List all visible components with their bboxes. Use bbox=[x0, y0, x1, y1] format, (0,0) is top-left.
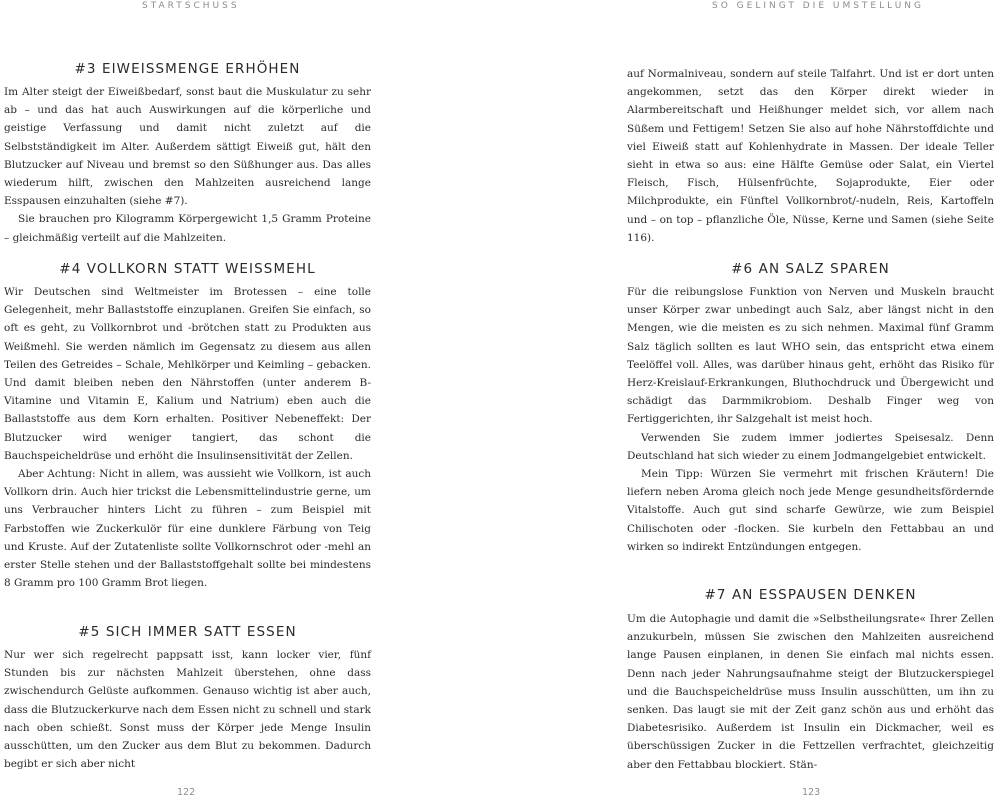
section-heading-3: #3 EIWEISSMENGE ERHÖHEN bbox=[74, 61, 301, 77]
section-body-3 bbox=[4, 83, 371, 247]
paragraph: Sie brauchen pro Kilogramm Körpergewicht 1,5 Gramm Proteine – gleichmäßig verteilt auf die Mahlzeiten. bbox=[4, 213, 371, 244]
page-number-right: 123 bbox=[802, 787, 821, 798]
section-body-5 bbox=[4, 646, 371, 773]
paragraph: Verwenden Sie zudem immer jodiertes Speisesalz. Denn Deutschland hat sich wieder zu einem Jodmangelgebiet entwickelt. bbox=[627, 431, 994, 462]
paragraph: Um die Autophagie und damit die »Selbstheilungsrate« Ihrer Zellen anzukurbeln, müssen Sie zwischen den Mahlzeiten ausreichend lange Pausen einplanen, in denen Sie einfach mal nichts essen. Denn nach jeder Nahrungsaufnahme steigt der Blutzuckerspiegel und die Bauchspeicheldrüse muss Insulin ausschütten, um ihn zu senken. Das laugt sie mit der Zeit ganz schön aus und erhöht das Diabetesrisiko. Außerdem ist Insulin ein Dickmacher, weil es überschüssigen Zucker in die Fettzellen verfrachtet, gleichzeitig aber den Fettabbau blockiert. Stän- bbox=[627, 613, 994, 771]
paragraph: Mein Tipp: Würzen Sie vermehrt mit frischen Kräutern! Die liefern neben Aroma gleich noch jede Menge gesundheitsfördernde Vitalstoffe. Auch gut sind scharfe Gewürze, wie zum Beispiel Chilischoten oder -flocken. Sie kurbeln den Fettabbau an und wirken so indirekt Entzündungen entgegen. bbox=[627, 468, 994, 553]
paragraph: Im Alter steigt der Eiweißbedarf, sonst baut die Muskulatur zu sehr ab – und das hat auch Auswirkungen auf die körperliche und geistige Verfassung und damit nicht zuletzt auf die Selbstständigkeit im Alter. Außerdem sättigt Eiweiß gut, hält den Blutzucker auf Niveau und bremst so den Süßhunger aus. Das alles wiederum hilft, zwischen den Mahlzeiten ausreichend lange Esspausen einzuhalten (siehe #7). bbox=[4, 86, 371, 208]
paragraph: Wir Deutschen sind Weltmeister im Brotessen – eine tolle Gelegenheit, mehr Ballaststoffe einzuplanen. Greifen Sie einfach, so oft es geht, zu Vollkornbrot und -brötchen statt zu Produkten aus Weißmehl. Sie werden nämlich im Gegensatz zu diesem aus allen Teilen des Getreides – Schale, Mehlkörper und Keimling – gebacken. Und damit bleiben neben den Nährstoffen (unter anderem B-Vitamine und Vitamin E, Kalium und Natrium) eben auch die Ballaststoffe aus dem Korn erhalten. Positiver Nebeneffekt: Der Blutzucker wird weniger tangiert, das schont die Bauchspeicheldrüse und erhöht die Insulinsensitivität der Zellen. bbox=[4, 286, 371, 462]
continuation-body bbox=[627, 65, 994, 247]
paragraph: Für die reibungslose Funktion von Nerven und Muskeln braucht unser Körper zwar unbedingt auch Salz, aber längst nicht in den Mengen, wie die meisten es zu sich nehmen. Maximal fünf Gramm Salz täglich sollten es laut WHO sein, das entspricht etwa einem Teelöffel voll. Alles, was darüber hinaus geht, erhöht das Risiko für Herz-Kreislauf-Erkrankungen, Bluthochdruck und Übergewicht und schädigt das Darmmikrobiom. Deshalb Finger weg von Fertiggerichten, ihr Salzgehalt ist meist hoch. bbox=[627, 286, 994, 426]
page-number-left: 122 bbox=[177, 787, 196, 798]
paragraph: Aber Achtung: Nicht in allem, was aussieht wie Vollkorn, ist auch Vollkorn drin. Auch hier trickst die Lebensmittelindustrie gerne, um uns Verbraucher hinters Licht zu führen – zum Beispiel mit Farbstoffen wie Zuckerkulör für eine dunklere Färbung von Teig und Kruste. Auf der Zutatenliste sollte Vollkornschrot oder -mehl an erster Stelle stehen und der Ballaststoffgehalt sollte bei mindestens 8 Gramm pro 100 Gramm Brot liegen. bbox=[4, 468, 371, 590]
paragraph: Nur wer sich regelrecht pappsatt isst, kann locker vier, fünf Stunden bis zur nächsten Mahlzeit überstehen, ohne dass zwischendurch Gelüste aufkommen. Genauso wichtig ist aber auch, dass die Blutzuckerkurve nach dem Essen nicht zu schnell und stark nach oben schießt. Sonst muss der Körper jede Menge Insulin ausschütten, um den Zucker aus dem Blut zu bekommen. Dadurch begibt er sich aber nicht bbox=[4, 649, 371, 771]
paragraph: auf Normalniveau, sondern auf steile Talfahrt. Und ist er dort unten angekommen, setzt das den Körper direkt wieder in Alarmbereitschaft und Heißhunger meldet sich, vor allem nach Süßem und Fettigem! Setzen Sie also auf hohe Nährstoffdichte und viel Eiweiß statt auf Kohlenhydrate in Massen. Der ideale Teller sieht in etwa so aus: eine Hälfte Gemüse oder Salat, ein Viertel Fleisch, Fisch, Hülsenfrüchte, Sojaprodukte, Eier oder Milchprodukte, ein Fünftel Vollkornbrot/-nudeln, Reis, Kartoffeln und – on top – pflanzliche Öle, Nüsse, Kerne und Samen (siehe Seite 116). bbox=[627, 68, 994, 244]
section-heading-6: #6 AN SALZ SPAREN bbox=[731, 261, 890, 277]
running-head-right: SO GELINGT DIE UMSTELLUNG bbox=[712, 1, 924, 11]
section-heading-5: #5 SICH IMMER SATT ESSEN bbox=[78, 624, 297, 640]
section-heading-7: #7 AN ESSPAUSEN DENKEN bbox=[704, 587, 917, 603]
section-heading-4: #4 VOLLKORN STATT WEISSMEHL bbox=[59, 261, 316, 277]
section-body-4 bbox=[4, 283, 371, 592]
running-head-left: STARTSCHUSS bbox=[142, 1, 240, 11]
section-body-6 bbox=[627, 283, 994, 556]
section-body-7 bbox=[627, 610, 994, 774]
